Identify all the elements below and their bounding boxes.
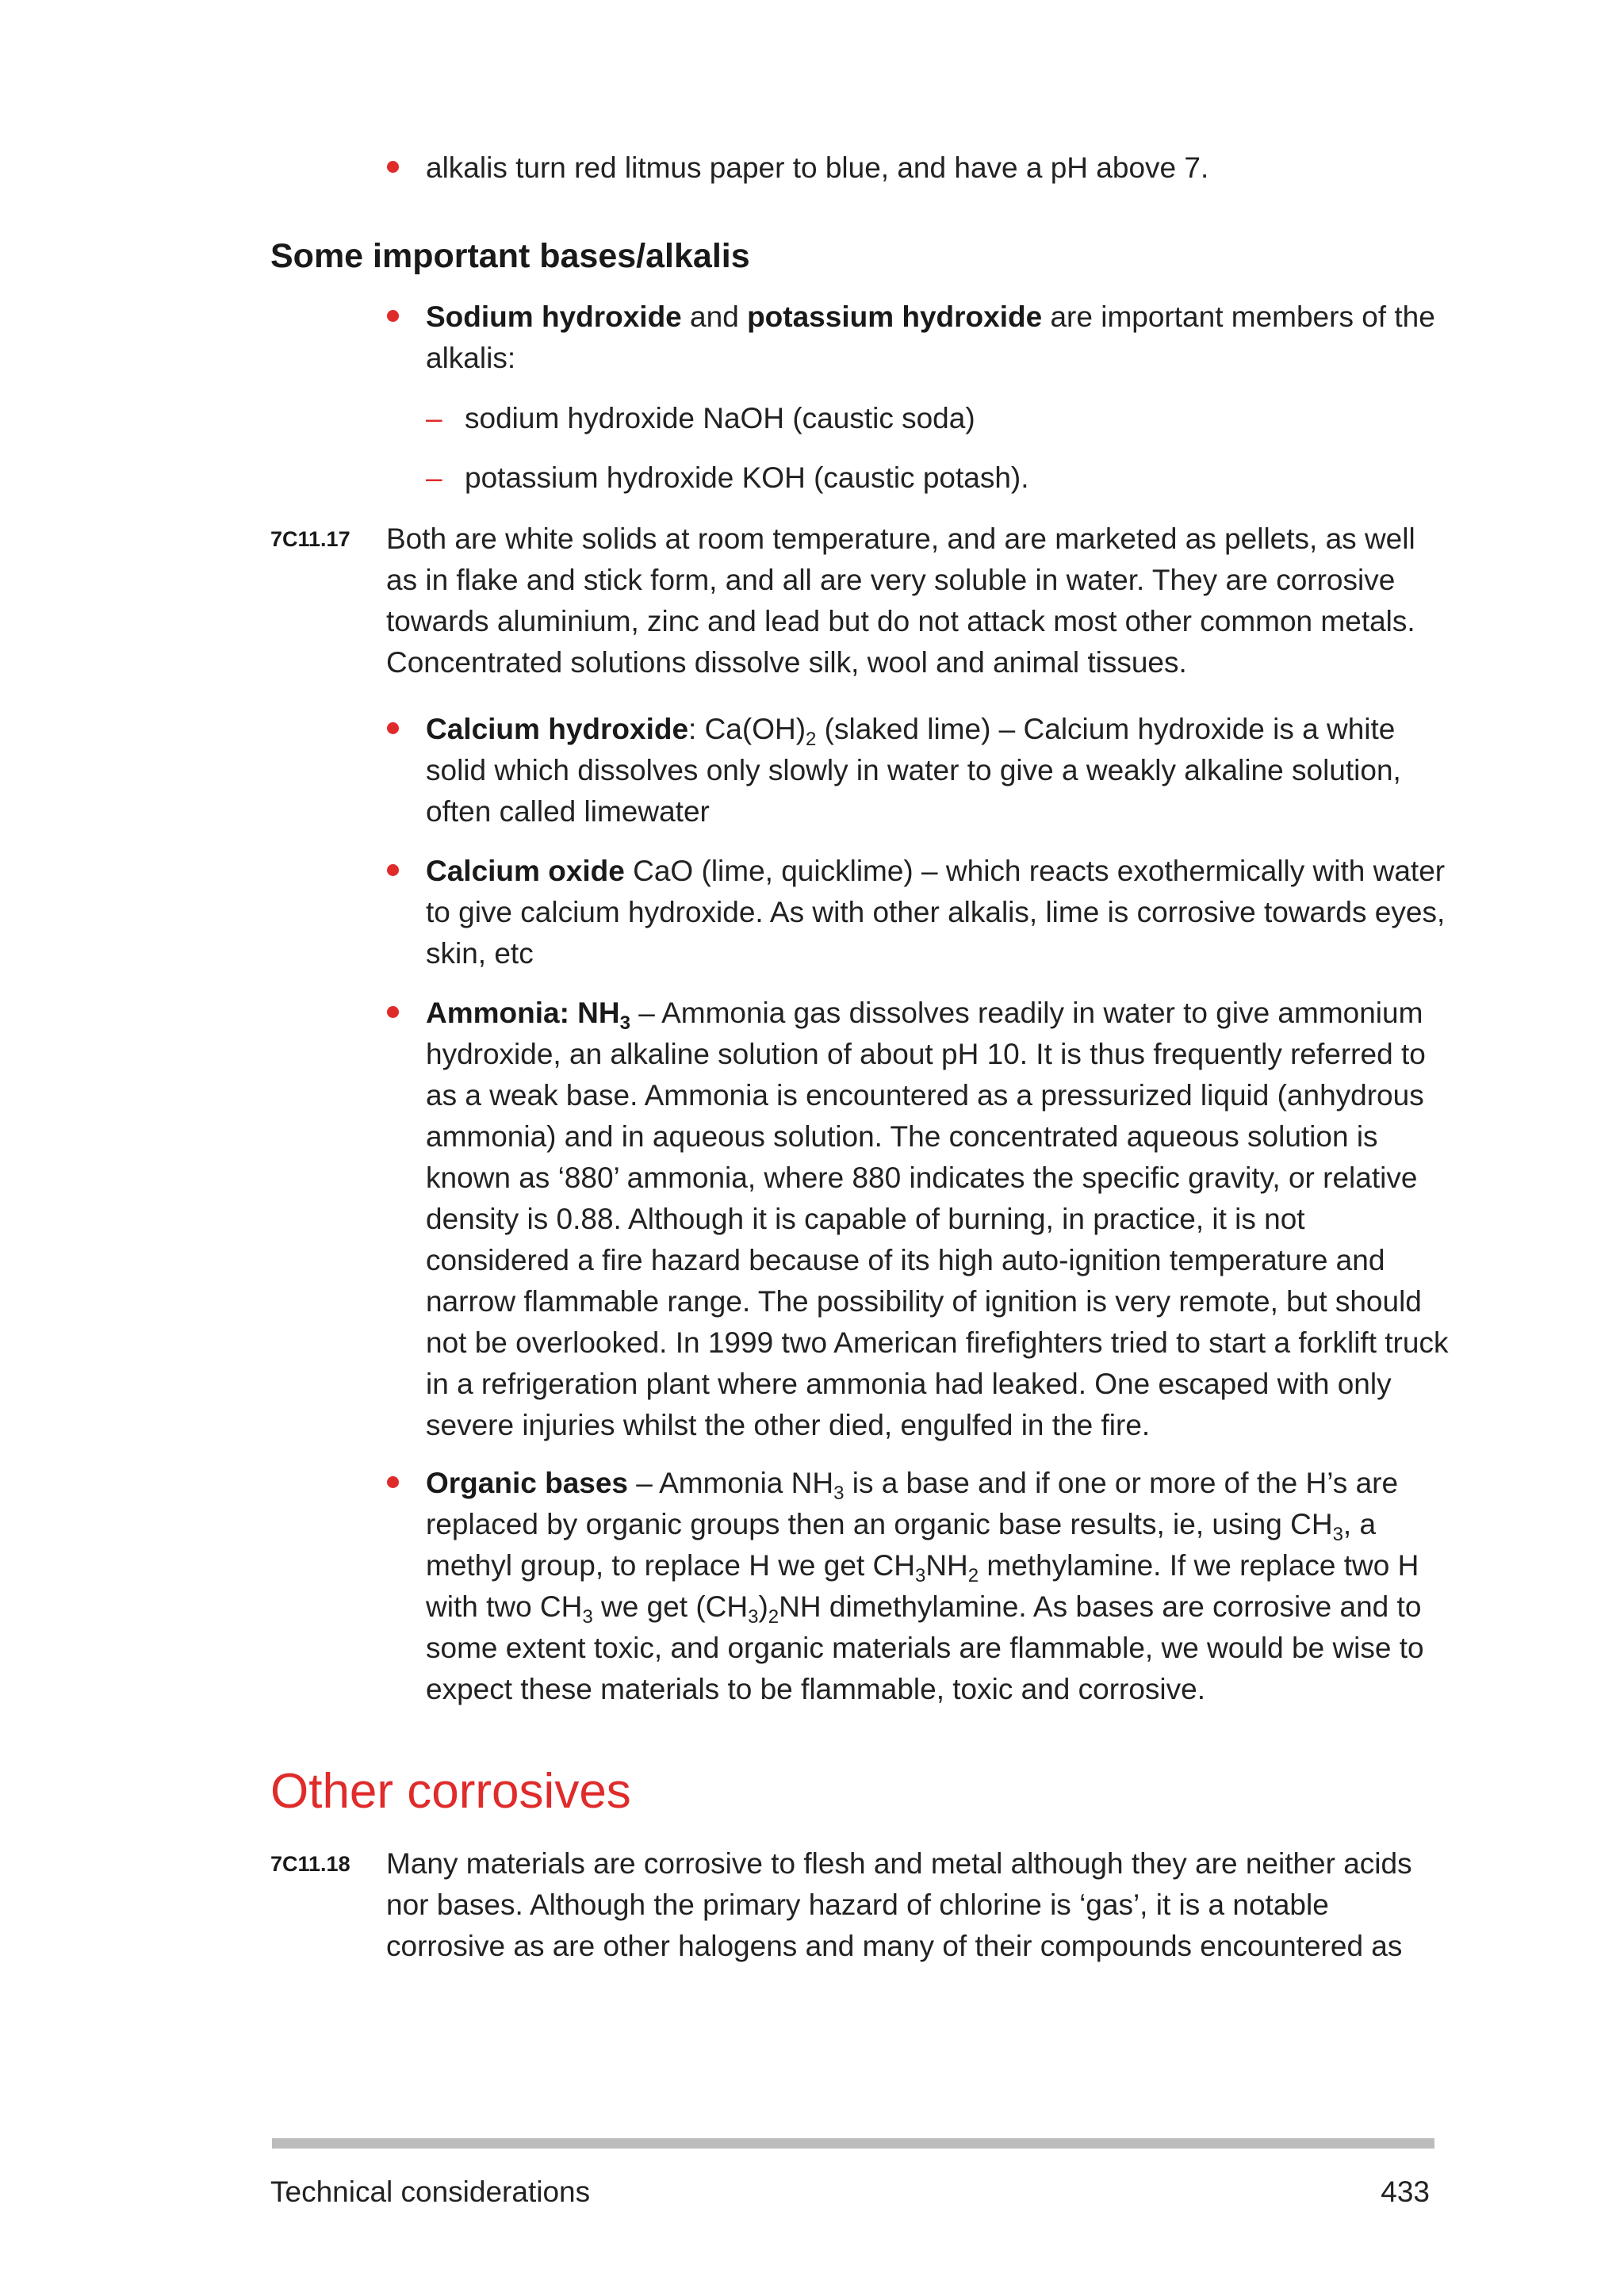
- bold-term: Organic bases: [426, 1467, 629, 1499]
- footer-title: Technical considerations: [270, 2175, 591, 2208]
- list-item-calcium-oxide: [387, 851, 1450, 974]
- section-heading: Some important bases/alkalis: [270, 237, 750, 275]
- text-span: ): [758, 1590, 768, 1623]
- list-item-hydroxides: [387, 297, 1450, 379]
- text-span: are important members of the alkalis:: [426, 300, 1435, 374]
- subscript: 3: [619, 1012, 630, 1034]
- list-item-text: [426, 851, 1450, 974]
- text-span: : Ca(OH): [688, 713, 806, 745]
- text-span: CaO (lime, quicklime) – which reacts exothermically with water to give calcium hydroxide. As with other alkalis, lime is corrosive towards eyes, skin, etc: [426, 855, 1446, 970]
- list-item-text: [426, 1463, 1450, 1710]
- bold-term: [426, 997, 630, 1034]
- sub-list-item-text: sodium hydroxide NaOH (caustic soda): [465, 402, 975, 434]
- text-span: methylamine. If we replace two H with two CH: [426, 1549, 1419, 1623]
- subscript: 3: [582, 1606, 593, 1628]
- subscript: 2: [967, 1565, 979, 1586]
- bullet-dot-icon: [387, 1476, 399, 1488]
- bullet-dot-icon: [387, 310, 399, 322]
- text-span: – Ammonia NH: [628, 1467, 834, 1499]
- bold-term: Calcium hydroxide: [426, 713, 689, 745]
- footer-rule: [272, 2138, 1434, 2149]
- bullet-dot-icon: [387, 722, 399, 734]
- list-item-alkali-litmus: [387, 147, 1450, 189]
- sub-list-item: [426, 457, 1449, 499]
- bullet-dot-icon: [387, 1006, 399, 1018]
- bold-term: Calcium oxide: [426, 855, 625, 887]
- text-span: NH: [925, 1549, 968, 1582]
- dash-icon: –: [426, 461, 442, 494]
- subscript: 3: [833, 1483, 845, 1504]
- subscript: 3: [748, 1606, 759, 1628]
- paragraph-text: Many materials are corrosive to flesh and metal although they are neither acids nor bases. Although the primary hazard of chlorine is ‘gas’, it is a notable corrosive as are other halogens and many of their compounds encountered as: [386, 1847, 1412, 1962]
- list-item-calcium-hydroxide: [387, 709, 1450, 832]
- text-span: – Ammonia gas dissolves readily in water to give ammonium hydroxide, an alkaline solution of about pH 10. It is thus frequently referred to as a weak base. Ammonia is encountered as a pressurized liquid (anhydrous ammonia) and in aqueous solution. The concentrated aqueous solution is known as ‘880’ ammonia, where 880 indicates the specific gravity, or relative density is 0.88. Although it is capable of burning, in practice, it is not considered a fire hazard because of its high auto-ignition temperature and narrow flammable range. The possibility of ignition is very remote, but should not be overlooked. In 1999 two American firefighters tried to start a forklift truck in a refrigeration plant where ammonia had leaked. One escaped with only severe injuries whilst the other died, engulfed in the fire.: [426, 997, 1449, 1441]
- paragraph-reference: 7C11.17: [270, 527, 350, 551]
- subscript: 2: [768, 1606, 779, 1628]
- list-item-text: [426, 709, 1450, 832]
- text-span: we get (CH: [592, 1590, 749, 1623]
- list-item-organic-bases: [387, 1463, 1450, 1710]
- dash-icon: –: [426, 402, 442, 434]
- page-number: 433: [1381, 2175, 1430, 2208]
- list-item-text: [426, 297, 1450, 379]
- paragraph-text: Both are white solids at room temperature, and are marketed as pellets, as well as in flake and stick form, and all are very soluble in water. They are corrosive towards aluminium, zinc and lead but do not attack most other common metals. Concentrated solutions dissolve silk, wool and animal tissues.: [386, 522, 1415, 679]
- sub-list-item: [426, 398, 1449, 439]
- paragraph-reference: 7C11.18: [270, 1852, 350, 1876]
- bold-term: potassium hydroxide: [747, 300, 1043, 333]
- bullet-dot-icon: [387, 864, 399, 876]
- chapter-heading: Other corrosives: [270, 1764, 631, 1819]
- bold-term: Sodium hydroxide: [426, 300, 682, 333]
- list-item-text: alkalis turn red litmus paper to blue, and have a pH above 7.: [426, 151, 1209, 184]
- sub-list-item-text: potassium hydroxide KOH (caustic potash).: [465, 461, 1029, 494]
- bullet-dot-icon: [387, 161, 399, 173]
- subscript: 3: [1332, 1524, 1343, 1545]
- subscript: 3: [914, 1565, 926, 1586]
- text-span: (slaked lime) – Calcium hydroxide is a white solid which dissolves only slowly in water to give a weakly alkaline solution, often called limewater: [426, 713, 1401, 828]
- list-item-ammonia: [387, 993, 1450, 1446]
- text-span: and: [681, 300, 748, 333]
- bold-text: Ammonia: NH: [426, 997, 620, 1029]
- text-span: is a base and if one or more of the H’s are replaced by organic groups then an organic base results, ie, using CH: [426, 1467, 1399, 1540]
- list-item-text: [426, 993, 1450, 1446]
- text-span: , a methyl group, to replace H we get CH: [426, 1508, 1377, 1582]
- text-span: NH dimethylamine. As bases are corrosive and to some extent toxic, and organic materials are flammable, we would be wise to expect these materials to be flammable, toxic and corrosive.: [426, 1590, 1424, 1705]
- subscript: 2: [806, 729, 817, 750]
